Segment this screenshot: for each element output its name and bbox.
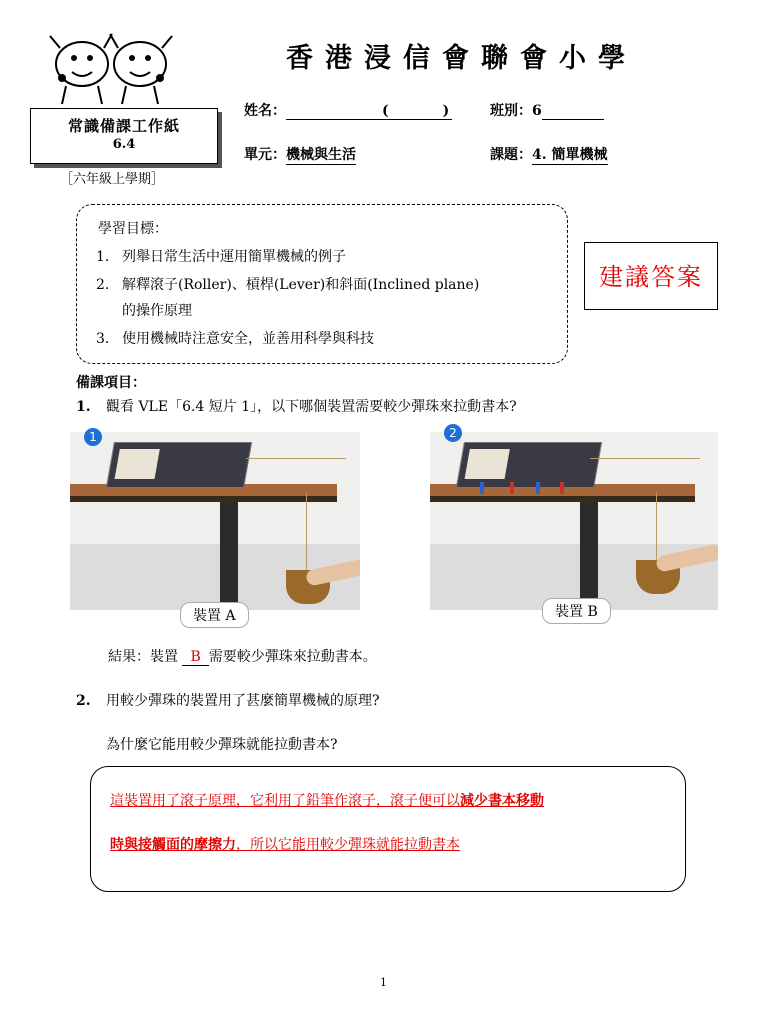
unit-label: 單元： (244, 147, 286, 163)
term-label: ［六年級上學期］ (60, 172, 165, 187)
learning-goal-item: 2. 解釋滾子(Roller)、槓桿(Lever)和斜面(Inclined plane) (96, 277, 480, 293)
name-label: 姓名： (244, 103, 286, 119)
section-heading: 備課項目： (76, 375, 146, 391)
worksheet-number: 6.4 (112, 137, 136, 152)
question-1: 1. 觀看 VLE「6.4 短片 1」，以下哪個裝置需要較少彈珠來拉動書本? (76, 399, 517, 415)
name-field (244, 100, 452, 120)
suggested-answer-box (584, 242, 718, 310)
topic-field (490, 144, 608, 165)
learning-goal-item: 的操作原理 (122, 303, 192, 319)
device-a-caption: 裝置 A (180, 602, 249, 628)
school-name: 香港浸信會聯會小學 (286, 43, 637, 74)
unit-field (244, 144, 356, 165)
learning-goals-title: 學習目標： (98, 221, 168, 237)
device-a-photo (70, 432, 360, 610)
school-mascot-logo (42, 26, 182, 108)
class-blank (542, 103, 604, 120)
learning-goal-item: 1. 列舉日常生活中運用簡單機械的例子 (96, 249, 346, 265)
device-b-badge: 2 (444, 424, 462, 442)
device-b-caption: 裝置 B (542, 598, 611, 624)
name-blank (286, 103, 382, 120)
suggested-answer-label: 建議答案 (599, 263, 703, 291)
answer-line-2: 時與接觸面的摩擦力，所以它能用較少彈珠就能拉動書本 (110, 837, 460, 853)
result-line: 結果：裝置 B 需要較少彈珠來拉動書本。 (108, 649, 377, 665)
class-number-blank: ( ) (382, 103, 452, 120)
device-a-badge: 1 (84, 428, 102, 446)
question-2: 2. 用較少彈珠的裝置用了甚麼簡單機械的原理? (76, 693, 380, 709)
device-b-photo (430, 432, 718, 610)
worksheet-title: 常識備課工作紙 (67, 117, 180, 135)
result-answer: B (182, 649, 208, 666)
page-number: 1 (380, 976, 387, 989)
topic-value: 4. 簡單機械 (532, 144, 608, 165)
topic-label: 課題： (490, 147, 532, 163)
class-field (490, 100, 604, 120)
unit-value: 機械與生活 (286, 144, 356, 165)
answer-line-1: 這裝置用了滾子原理，它利用了鉛筆作滾子，滾子便可以減少書本移動 (110, 793, 544, 809)
worksheet-title-box (30, 108, 218, 164)
learning-goal-item: 3. 使用機械時注意安全，並善用科學與科技 (96, 331, 374, 347)
class-label: 班別：6 (490, 103, 542, 119)
answer-box (90, 766, 686, 892)
question-2-sub: 為什麼它能用較少彈珠就能拉動書本? (106, 737, 338, 753)
